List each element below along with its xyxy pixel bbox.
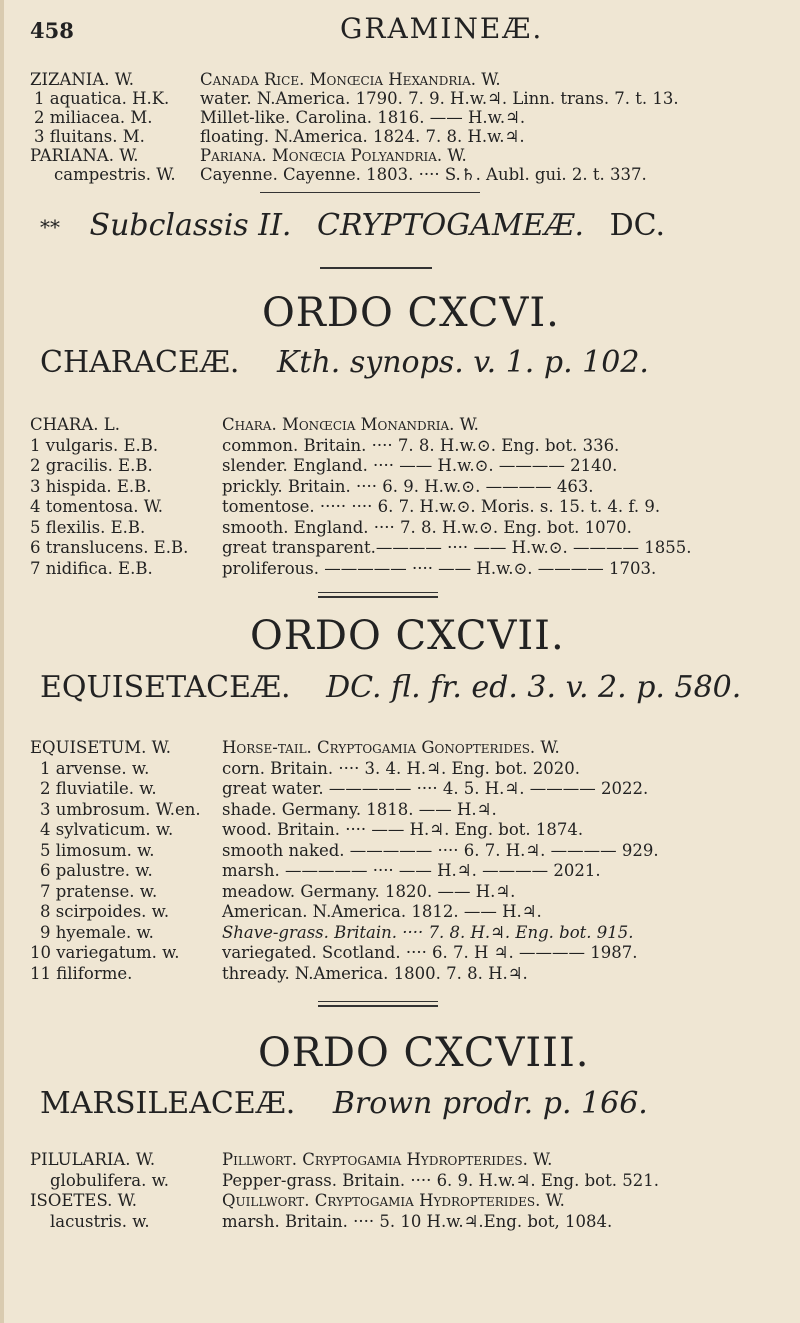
divider — [318, 592, 438, 593]
detail-row: corn. Britain. ···· 3. 4. H.♃. Eng. bot. 2020. — [222, 758, 581, 778]
ordo-title: ORDO CXCVI. — [262, 290, 560, 336]
family-name: CHARACEÆ. — [40, 345, 240, 380]
species-entry: 10 variegatum. w. — [30, 943, 180, 962]
family-heading — [40, 345, 649, 380]
equisetum-detail-column — [222, 738, 659, 984]
detail-row: American. N.America. 1812. —— H.♃. — [222, 902, 542, 921]
detail-row: slender. England. ···· —— H.w.⊙. ———— 2140. — [222, 456, 618, 475]
species-entry: 2 miliacea. M. — [34, 108, 153, 127]
divider — [320, 267, 432, 269]
subclass-heading — [40, 208, 665, 243]
genus-heading: EQUISETUM. W. — [30, 738, 171, 757]
detail-row: smooth naked. ————— ···· 6. 7. H.♃. ———— 929. — [222, 840, 659, 860]
subclass-author: DC. — [609, 208, 666, 243]
marsileaceae-detail-column — [222, 1150, 659, 1232]
genus-heading: ZIZANIA. W. — [30, 70, 135, 89]
detail-row: great water. ————— ···· 4. 5. H.♃. ———— 2022. — [222, 779, 649, 798]
detail-row: variegated. Scotland. ···· 6. 7. H ♃. ———— 1987. — [222, 943, 638, 962]
species-entry: 6 translucens. E.B. — [30, 538, 189, 557]
species-entry: 9 hyemale. w. — [40, 922, 154, 942]
detail-row: tomentose. ····· ···· 6. 7. H.w.⊙. Moris. s. 15. t. 4. f. 9. — [222, 497, 661, 516]
detail-row: Pepper-grass. Britain. ···· 6. 9. H.w.♃. Eng. bot. 521. — [222, 1170, 659, 1190]
species-entry: 3 fluitans. M. — [34, 127, 145, 146]
species-entry: 4 tomentosa. W. — [30, 497, 164, 516]
genus-heading: ISOETES. W. — [30, 1191, 137, 1210]
detail-row: Shave-grass. Britain. ···· 7. 8. H.♃. Eng. bot. 915. — [222, 922, 634, 942]
page-number: 458 — [30, 18, 74, 43]
species-entry: 5 flexilis. E.B. — [30, 517, 146, 537]
species-entry: 7 pratense. w. — [40, 881, 158, 901]
page-gutter-shadow — [0, 0, 4, 1323]
detail-row: prickly. Britain. ···· 6. 9. H.w.⊙. ———— 463. — [222, 476, 594, 496]
detail-row: water. N.America. 1790. 7. 9. H.w.♃. Linn. trans. 7. t. 13. — [200, 89, 679, 108]
detail-row: floating. N.America. 1824. 7. 8. H.w.♃. — [200, 127, 525, 146]
species-entry: 8 scirpoides. w. — [40, 902, 170, 921]
species-entry: 1 aquatica. H.K. — [34, 89, 170, 108]
subclass-label: Subclassis II. — [89, 208, 292, 243]
family-heading — [40, 1086, 648, 1121]
ordo-title: ORDO CXCVII. — [250, 613, 565, 659]
divider — [318, 1005, 438, 1007]
genus-heading: CHARA. L. — [30, 415, 120, 434]
species-entry: 2 fluviatile. w. — [40, 779, 157, 798]
species-entry: 2 gracilis. E.B. — [30, 456, 153, 475]
marsileaceae-species-column — [30, 1150, 169, 1232]
detail-row: Pillwort. Cryptogamia Hydropterides. W. — [222, 1150, 553, 1169]
detail-row: proliferous. ————— ···· —— H.w.⊙. ———— 1703. — [222, 558, 657, 578]
detail-row: wood. Britain. ···· —— H.♃. Eng. bot. 1874. — [222, 820, 584, 839]
detail-row: great transparent.———— ···· —— H.w.⊙. ———— 1855. — [222, 538, 692, 557]
family-reference: Brown prodr. p. 166. — [332, 1086, 648, 1121]
divider — [318, 596, 438, 598]
ordo-title: ORDO CXCVIII. — [258, 1030, 590, 1076]
detail-row: Millet-like. Carolina. 1816. —— H.w.♃. — [200, 108, 526, 127]
detail-row: Horse-tail. Cryptogamia Gonopterides. W. — [222, 738, 560, 757]
species-entry: 7 nidifica. E.B. — [30, 558, 153, 578]
top-genus-column — [30, 70, 176, 184]
species-entry: 11 filiforme. — [30, 963, 133, 983]
detail-row: thready. N.America. 1800. 7. 8. H.♃. — [222, 963, 528, 983]
detail-row: Chara. Monœcia Monandria. W. — [222, 415, 479, 434]
genus-heading: PILULARIA. W. — [30, 1150, 156, 1169]
species-entry: 4 sylvaticum. w. — [40, 820, 174, 839]
running-title: GRAMINEÆ. — [340, 12, 544, 45]
detail-row: marsh. Britain. ···· 5. 10 H.w.♃.Eng. bot, 1084. — [222, 1211, 613, 1231]
detail-row: Cayenne. Cayenne. 1803. ···· S.♄. Aubl. gui. 2. t. 337. — [200, 165, 647, 184]
species-entry: 1 vulgaris. E.B. — [30, 435, 159, 455]
family-reference: Kth. synops. v. 1. p. 102. — [277, 345, 649, 380]
divider — [260, 192, 480, 193]
species-entry: campestris. W. — [54, 165, 176, 184]
family-name: MARSILEACEÆ. — [40, 1086, 296, 1121]
subclass-marks: ** — [40, 215, 60, 239]
species-entry: 3 hispida. E.B. — [30, 476, 152, 496]
family-reference: DC. fl. fr. ed. 3. v. 2. p. 580. — [326, 670, 742, 705]
top-detail-column — [200, 70, 679, 184]
family-name: EQUISETACEÆ. — [40, 670, 291, 705]
detail-row: Canada Rice. Monœcia Hexandria. W. — [200, 70, 501, 89]
subclass-name: CRYPTOGAMEÆ. — [317, 208, 585, 243]
detail-row: common. Britain. ···· 7. 8. H.w.⊙. Eng. bot. 336. — [222, 435, 620, 455]
species-entry: 6 palustre. w. — [40, 861, 153, 880]
species-entry: lacustris. w. — [50, 1211, 150, 1231]
chara-detail-column — [222, 415, 692, 579]
family-heading — [40, 670, 741, 705]
detail-row: meadow. Germany. 1820. —— H.♃. — [222, 881, 516, 901]
detail-row: Quillwort. Cryptogamia Hydropterides. W. — [222, 1191, 565, 1210]
equisetum-species-column — [30, 738, 201, 984]
detail-row: smooth. England. ···· 7. 8. H.w.⊙. Eng. bot. 1070. — [222, 517, 632, 537]
detail-row: Pariana. Monœcia Polyandria. W. — [200, 146, 467, 165]
species-entry: globulifera. w. — [50, 1170, 170, 1190]
species-entry: 5 limosum. w. — [40, 840, 155, 860]
detail-row: marsh. ————— ···· —— H.♃. ———— 2021. — [222, 861, 601, 880]
chara-species-column — [30, 415, 188, 579]
divider — [318, 1001, 438, 1002]
species-entry: 3 umbrosum. W.en. — [40, 799, 201, 819]
species-entry: 1 arvense. w. — [40, 758, 150, 778]
detail-row: shade. Germany. 1818. —— H.♃. — [222, 799, 497, 819]
genus-heading: PARIANA. W. — [30, 146, 139, 165]
